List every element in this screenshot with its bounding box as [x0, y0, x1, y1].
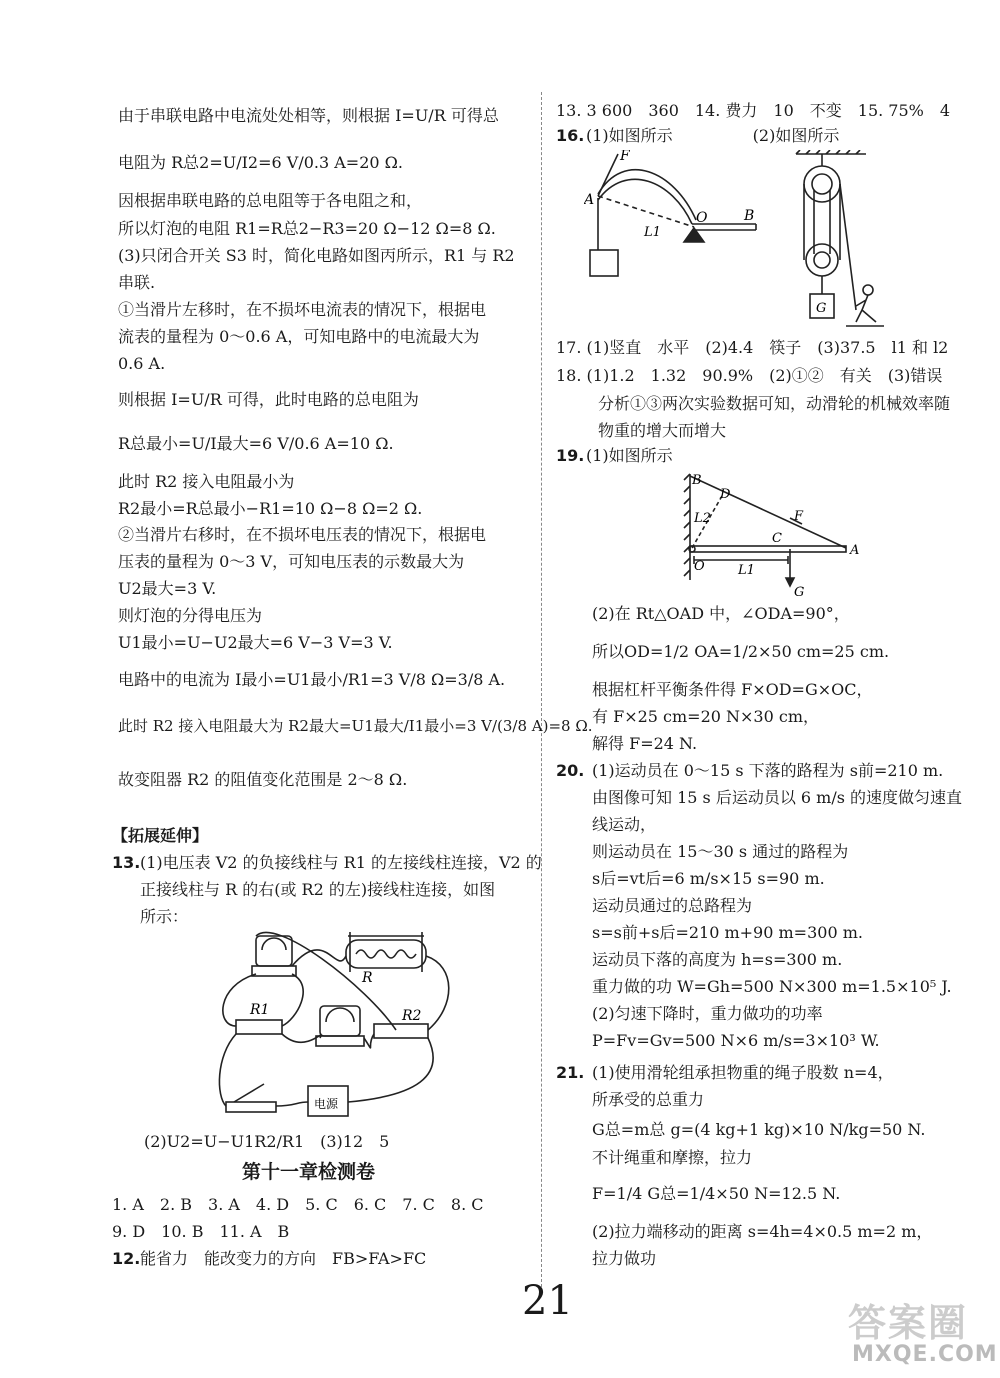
- lever-diagram: [584, 150, 784, 285]
- text-line: 串联.: [118, 273, 156, 292]
- answer-line: 17. (1)竖直 水平 (2)4.4 筷子 (3)37.5 l1 和 l2: [556, 338, 949, 357]
- label-d: D: [720, 487, 731, 502]
- question-number: 21.: [556, 1063, 585, 1082]
- label-b: B: [744, 208, 755, 224]
- text-line: (1)如图所示: [586, 446, 673, 465]
- text-line: 所以灯泡的电阻 R1=R总2−R3=20 Ω−12 Ω=8 Ω.: [118, 219, 496, 238]
- text-line: 物重的增大而增大: [598, 421, 727, 440]
- section-heading: 【拓展延伸】: [112, 826, 209, 845]
- label-f: F: [620, 150, 630, 164]
- question-number: 16.: [556, 126, 585, 145]
- label-power: 电源: [314, 1097, 339, 1111]
- triangle-lever-diagram: [680, 470, 870, 600]
- text-line: 则根据 I=U/R 可得，此时电路的总电阻为: [118, 390, 419, 409]
- label-b: B: [692, 473, 702, 488]
- question-number: 19.: [556, 446, 585, 465]
- text-line: (1)使用滑轮组承担物重的绳子股数 n=4，: [592, 1063, 894, 1082]
- text-line: s=s前+s后=210 m+90 m=300 m.: [592, 923, 863, 942]
- text-line: G总=m总 g=(4 kg+1 kg)×10 N/kg=50 N.: [592, 1120, 926, 1139]
- text-line: (2)U2=U−U1R2/R1 (3)12 5: [144, 1132, 390, 1151]
- text-line: 分析①③两次实验数据可知，动滑轮的机械效率随: [598, 394, 951, 413]
- text-line: (3)只闭合开关 S3 时，简化电路如图丙所示，R1 与 R2: [118, 246, 515, 265]
- text-line: 由图像可知 15 s 后运动员以 6 m/s 的速度做匀速直: [592, 788, 963, 807]
- text-line: 根据杠杆平衡条件得 F×OD=G×OC，: [592, 680, 873, 699]
- label-f: F: [794, 509, 804, 524]
- text-line: 则运动员在 15～30 s 通过的路程为: [592, 842, 849, 861]
- question-number: 20.: [556, 761, 585, 780]
- text-line: 0.6 A.: [118, 354, 166, 373]
- label-o: O: [696, 210, 708, 226]
- text-line: 电阻为 R总2=U/I2=6 V/0.3 A=20 Ω.: [118, 153, 404, 172]
- text-line: (2)拉力端移动的距离 s=4h=4×0.5 m=2 m，: [592, 1222, 933, 1241]
- text-line: 重力做的功 W=Gh=500 N×300 m=1.5×10⁵ J.: [592, 977, 952, 996]
- pulley-diagram: [786, 150, 886, 330]
- answer-line: 13. 3 600 360 14. 费力 10 不变 15. 75% 4: [556, 101, 951, 120]
- text-line: (1)运动员在 0～15 s 下落的路程为 s前=210 m.: [592, 761, 944, 780]
- answer-line: 18. (1)1.2 1.32 90.9% (2)①② 有关 (3)错误: [556, 366, 943, 385]
- text-line: 压表的量程为 0～3 V，可知电压表的示数最大为: [118, 552, 465, 571]
- text-line: U1最小=U−U2最大=6 V−3 V=3 V.: [118, 633, 393, 652]
- text-line: 解得 F=24 N.: [592, 734, 698, 753]
- text-line: R2最小=R总最小−R1=10 Ω−8 Ω=2 Ω.: [118, 499, 423, 518]
- label-l2: L2: [694, 511, 711, 526]
- text-line: 不计绳重和摩擦，拉力: [592, 1148, 753, 1167]
- watermark-url: MXQE.COM: [852, 1342, 998, 1367]
- answer-line: 9. D 10. B 11. A B: [112, 1222, 290, 1241]
- text-line: 拉力做功: [592, 1249, 657, 1268]
- label-g: G: [816, 301, 827, 316]
- text-line: (2)匀速下降时，重力做功的功率: [592, 1004, 823, 1023]
- text-line: s后=vt后=6 m/s×15 s=90 m.: [592, 869, 825, 888]
- text-line: 能省力 能改变力的方向 FB>FA>FC: [140, 1249, 427, 1268]
- text-line: 所承受的总重力: [592, 1090, 705, 1109]
- circuit-diagram: [216, 926, 486, 1122]
- text-line: F=1/4 G总=1/4×50 N=12.5 N.: [592, 1184, 841, 1203]
- label-a: A: [850, 543, 860, 558]
- text-line: 此时 R2 接入电阻最大为 R2最大=U1最大/I1最小=3 V/(3/8 A)=8 Ω.: [118, 717, 593, 735]
- text-line: U2最大=3 V.: [118, 579, 217, 598]
- label-o: O: [694, 559, 705, 574]
- text-line: 此时 R2 接入电阻最小为: [118, 472, 295, 491]
- text-line: (2)在 Rt△OAD 中，∠ODA=90°，: [592, 604, 850, 623]
- text-line: 运动员通过的总路程为: [592, 896, 753, 915]
- chapter-title: 第十一章检测卷: [242, 1161, 376, 1183]
- label-g: G: [794, 585, 805, 600]
- question-number: 12.: [112, 1249, 141, 1268]
- question-number: 13.: [112, 853, 141, 872]
- label-l1: L1: [644, 225, 661, 240]
- text-line: ①当滑片左移时，在不损坏电流表的情况下，根据电: [118, 300, 487, 319]
- text-line: R总最小=U/I最大=6 V/0.6 A=10 Ω.: [118, 434, 394, 453]
- label-l1: L1: [738, 563, 755, 578]
- label-c: C: [772, 531, 782, 546]
- text-line: 由于串联电路中电流处处相等，则根据 I=U/R 可得总: [118, 106, 499, 125]
- text-line: 则灯泡的分得电压为: [118, 606, 263, 625]
- text-line: 正接线柱与 R 的右(或 R2 的左)接线柱连接，如图: [140, 880, 496, 899]
- text-line: 电路中的电流为 I最小=U1最小/R1=3 V/8 Ω=3/8 A.: [118, 670, 506, 689]
- watermark-logo: 答案圈: [848, 1301, 969, 1345]
- text-line: (1)电压表 V2 的负接线柱与 R1 的左接线柱连接，V2 的: [140, 853, 542, 872]
- label-r1: R1: [250, 1002, 270, 1018]
- text-line: 线运动，: [592, 815, 657, 834]
- text-line: ②当滑片右移时，在不损坏电压表的情况下，根据电: [118, 525, 487, 544]
- text-line: 所示：: [140, 907, 189, 926]
- text-line: (1)如图所示 (2)如图所示: [586, 126, 840, 145]
- label-r2: R2: [402, 1008, 422, 1024]
- column-divider: [541, 92, 542, 1292]
- label-r: R: [362, 970, 373, 986]
- text-line: 运动员下落的高度为 h=s=300 m.: [592, 950, 843, 969]
- answer-line: 1. A 2. B 3. A 4. D 5. C 6. C 7. C 8. C: [112, 1195, 484, 1214]
- text-line: 因根据串联电路的总电阻等于各电阻之和，: [118, 191, 423, 210]
- label-a: A: [584, 192, 595, 208]
- text-line: 故变阻器 R2 的阻值变化范围是 2～8 Ω.: [118, 770, 408, 789]
- text-line: 流表的量程为 0～0.6 A，可知电路中的电流最大为: [118, 327, 480, 346]
- page-number: 21: [522, 1278, 573, 1324]
- text-line: 所以OD=1/2 OA=1/2×50 cm=25 cm.: [592, 642, 890, 661]
- text-line: P=Fv=Gv=500 N×6 m/s=3×10³ W.: [592, 1031, 880, 1050]
- text-line: 有 F×25 cm=20 N×30 cm，: [592, 707, 820, 726]
